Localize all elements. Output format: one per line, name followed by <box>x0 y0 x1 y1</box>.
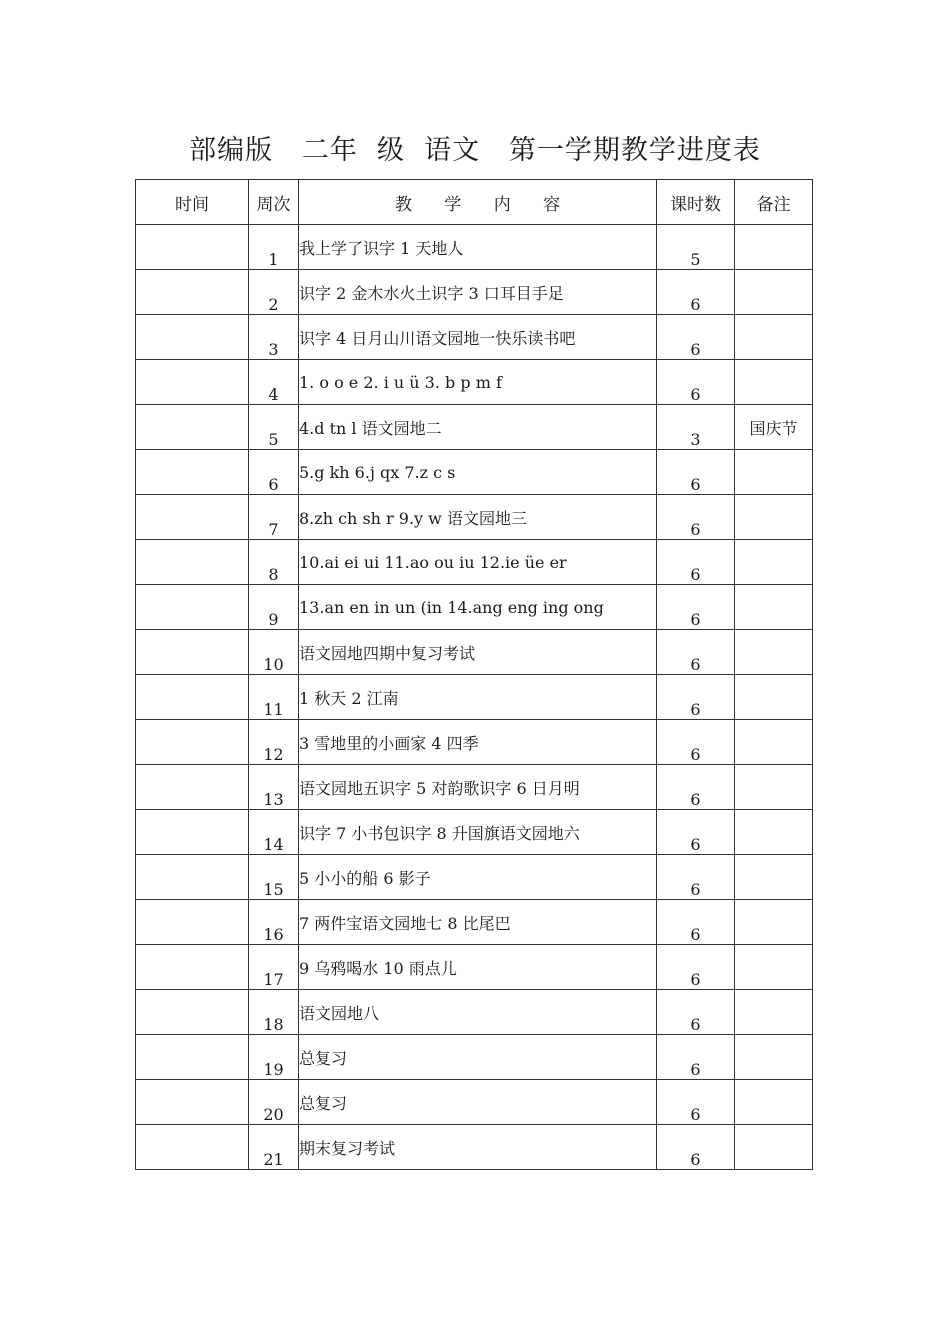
time-cell <box>136 765 249 810</box>
week-cell: 2 <box>249 270 299 315</box>
week-cell: 19 <box>249 1035 299 1080</box>
table-row <box>136 720 813 765</box>
note-cell <box>735 495 813 540</box>
content-cell: 总复习 <box>299 1035 657 1080</box>
note-cell <box>735 675 813 720</box>
hours-cell: 6 <box>657 1125 735 1170</box>
note-cell <box>735 765 813 810</box>
note-cell <box>735 855 813 900</box>
hours-cell: 6 <box>657 855 735 900</box>
content-cell: 9 乌鸦喝水 10 雨点儿 <box>299 945 657 990</box>
week-cell: 16 <box>249 900 299 945</box>
content-cell: 10.ai ei ui 11.ao ou iu 12.ie üe er <box>299 540 657 585</box>
content-cell: 总复习 <box>299 1080 657 1125</box>
hours-cell: 6 <box>657 945 735 990</box>
content-cell: 识字 7 小书包识字 8 升国旗语文园地六 <box>299 810 657 855</box>
note-cell <box>735 270 813 315</box>
table-row <box>136 675 813 720</box>
content-cell: 8.zh ch sh r 9.y w 语文园地三 <box>299 495 657 540</box>
hours-cell: 6 <box>657 1035 735 1080</box>
note-cell <box>735 585 813 630</box>
table-row <box>136 1080 813 1125</box>
hours-cell: 6 <box>657 540 735 585</box>
hours-cell: 6 <box>657 270 735 315</box>
table-row <box>136 900 813 945</box>
note-cell <box>735 225 813 270</box>
note-cell <box>735 810 813 855</box>
hours-cell: 6 <box>657 315 735 360</box>
content-cell: 语文园地八 <box>299 990 657 1035</box>
note-cell <box>735 450 813 495</box>
hours-cell: 6 <box>657 990 735 1035</box>
time-cell <box>136 1125 249 1170</box>
table-row <box>136 990 813 1035</box>
hours-cell: 5 <box>657 225 735 270</box>
time-cell <box>136 495 249 540</box>
content-cell: 5 小小的船 6 影子 <box>299 855 657 900</box>
content-cell: 13.an en in un (in 14.ang eng ing ong <box>299 585 657 630</box>
content-cell: 4.d tn l 语文园地二 <box>299 405 657 450</box>
time-cell <box>136 270 249 315</box>
note-cell <box>735 1035 813 1080</box>
week-cell: 13 <box>249 765 299 810</box>
hours-cell: 6 <box>657 675 735 720</box>
week-cell: 17 <box>249 945 299 990</box>
note-cell <box>735 315 813 360</box>
hours-cell: 3 <box>657 405 735 450</box>
header-row <box>136 180 813 225</box>
time-cell <box>136 225 249 270</box>
header-content: 教 学 内 容 <box>299 180 657 225</box>
table-row <box>136 270 813 315</box>
content-cell: 识字 4 日月山川语文园地一快乐读书吧 <box>299 315 657 360</box>
hours-cell: 6 <box>657 495 735 540</box>
week-cell: 1 <box>249 225 299 270</box>
table-row <box>136 810 813 855</box>
content-cell: 识字 2 金木水火土识字 3 口耳目手足 <box>299 270 657 315</box>
week-cell: 10 <box>249 630 299 675</box>
week-cell: 9 <box>249 585 299 630</box>
note-cell: 国庆节 <box>735 405 813 450</box>
time-cell <box>136 945 249 990</box>
table-row <box>136 225 813 270</box>
header-week: 周次 <box>249 180 299 225</box>
time-cell <box>136 855 249 900</box>
week-cell: 3 <box>249 315 299 360</box>
week-cell: 7 <box>249 495 299 540</box>
note-cell <box>735 540 813 585</box>
time-cell <box>136 675 249 720</box>
header-hours: 课时数 <box>657 180 735 225</box>
note-cell <box>735 630 813 675</box>
table-row <box>136 585 813 630</box>
week-cell: 6 <box>249 450 299 495</box>
time-cell <box>136 1080 249 1125</box>
hours-cell: 6 <box>657 360 735 405</box>
time-cell <box>136 405 249 450</box>
note-cell <box>735 900 813 945</box>
content-cell: 语文园地四期中复习考试 <box>299 630 657 675</box>
week-cell: 5 <box>249 405 299 450</box>
note-cell <box>735 945 813 990</box>
header-time: 时间 <box>136 180 249 225</box>
table-row <box>136 315 813 360</box>
time-cell <box>136 360 249 405</box>
table-row <box>136 405 813 450</box>
content-cell: 期末复习考试 <box>299 1125 657 1170</box>
table-row <box>136 1125 813 1170</box>
schedule-table <box>135 179 813 1170</box>
week-cell: 15 <box>249 855 299 900</box>
content-cell: 语文园地五识字 5 对韵歌识字 6 日月明 <box>299 765 657 810</box>
hours-cell: 6 <box>657 630 735 675</box>
content-cell: 3 雪地里的小画家 4 四季 <box>299 720 657 765</box>
note-cell <box>735 990 813 1035</box>
header-note: 备注 <box>735 180 813 225</box>
table-row <box>136 495 813 540</box>
content-cell: 我上学了识字 1 天地人 <box>299 225 657 270</box>
table-row <box>136 540 813 585</box>
content-cell: 5.g kh 6.j qx 7.z c s <box>299 450 657 495</box>
document-title: 部编版 二年 级 语文 第一学期教学进度表 <box>189 135 761 166</box>
time-cell <box>136 315 249 360</box>
time-cell <box>136 1035 249 1080</box>
hours-cell: 6 <box>657 720 735 765</box>
note-cell <box>735 360 813 405</box>
table-row <box>136 1035 813 1080</box>
time-cell <box>136 990 249 1035</box>
note-cell <box>735 1080 813 1125</box>
week-cell: 14 <box>249 810 299 855</box>
time-cell <box>136 450 249 495</box>
time-cell <box>136 540 249 585</box>
hours-cell: 6 <box>657 900 735 945</box>
table-row <box>136 855 813 900</box>
note-cell <box>735 1125 813 1170</box>
hours-cell: 6 <box>657 450 735 495</box>
table-row <box>136 630 813 675</box>
table-row <box>136 360 813 405</box>
note-cell <box>735 720 813 765</box>
week-cell: 8 <box>249 540 299 585</box>
week-cell: 20 <box>249 1080 299 1125</box>
time-cell <box>136 900 249 945</box>
table-row <box>136 450 813 495</box>
hours-cell: 6 <box>657 765 735 810</box>
content-cell: 1. o o e 2. i u ü 3. b p m f <box>299 360 657 405</box>
week-cell: 18 <box>249 990 299 1035</box>
table-body <box>136 225 813 1170</box>
table-row <box>136 945 813 990</box>
time-cell <box>136 585 249 630</box>
time-cell <box>136 810 249 855</box>
time-cell <box>136 720 249 765</box>
time-cell <box>136 630 249 675</box>
content-cell: 7 两件宝语文园地七 8 比尾巴 <box>299 900 657 945</box>
week-cell: 4 <box>249 360 299 405</box>
hours-cell: 6 <box>657 810 735 855</box>
hours-cell: 6 <box>657 585 735 630</box>
hours-cell: 6 <box>657 1080 735 1125</box>
week-cell: 11 <box>249 675 299 720</box>
table-row <box>136 765 813 810</box>
week-cell: 12 <box>249 720 299 765</box>
content-cell: 1 秋天 2 江南 <box>299 675 657 720</box>
week-cell: 21 <box>249 1125 299 1170</box>
